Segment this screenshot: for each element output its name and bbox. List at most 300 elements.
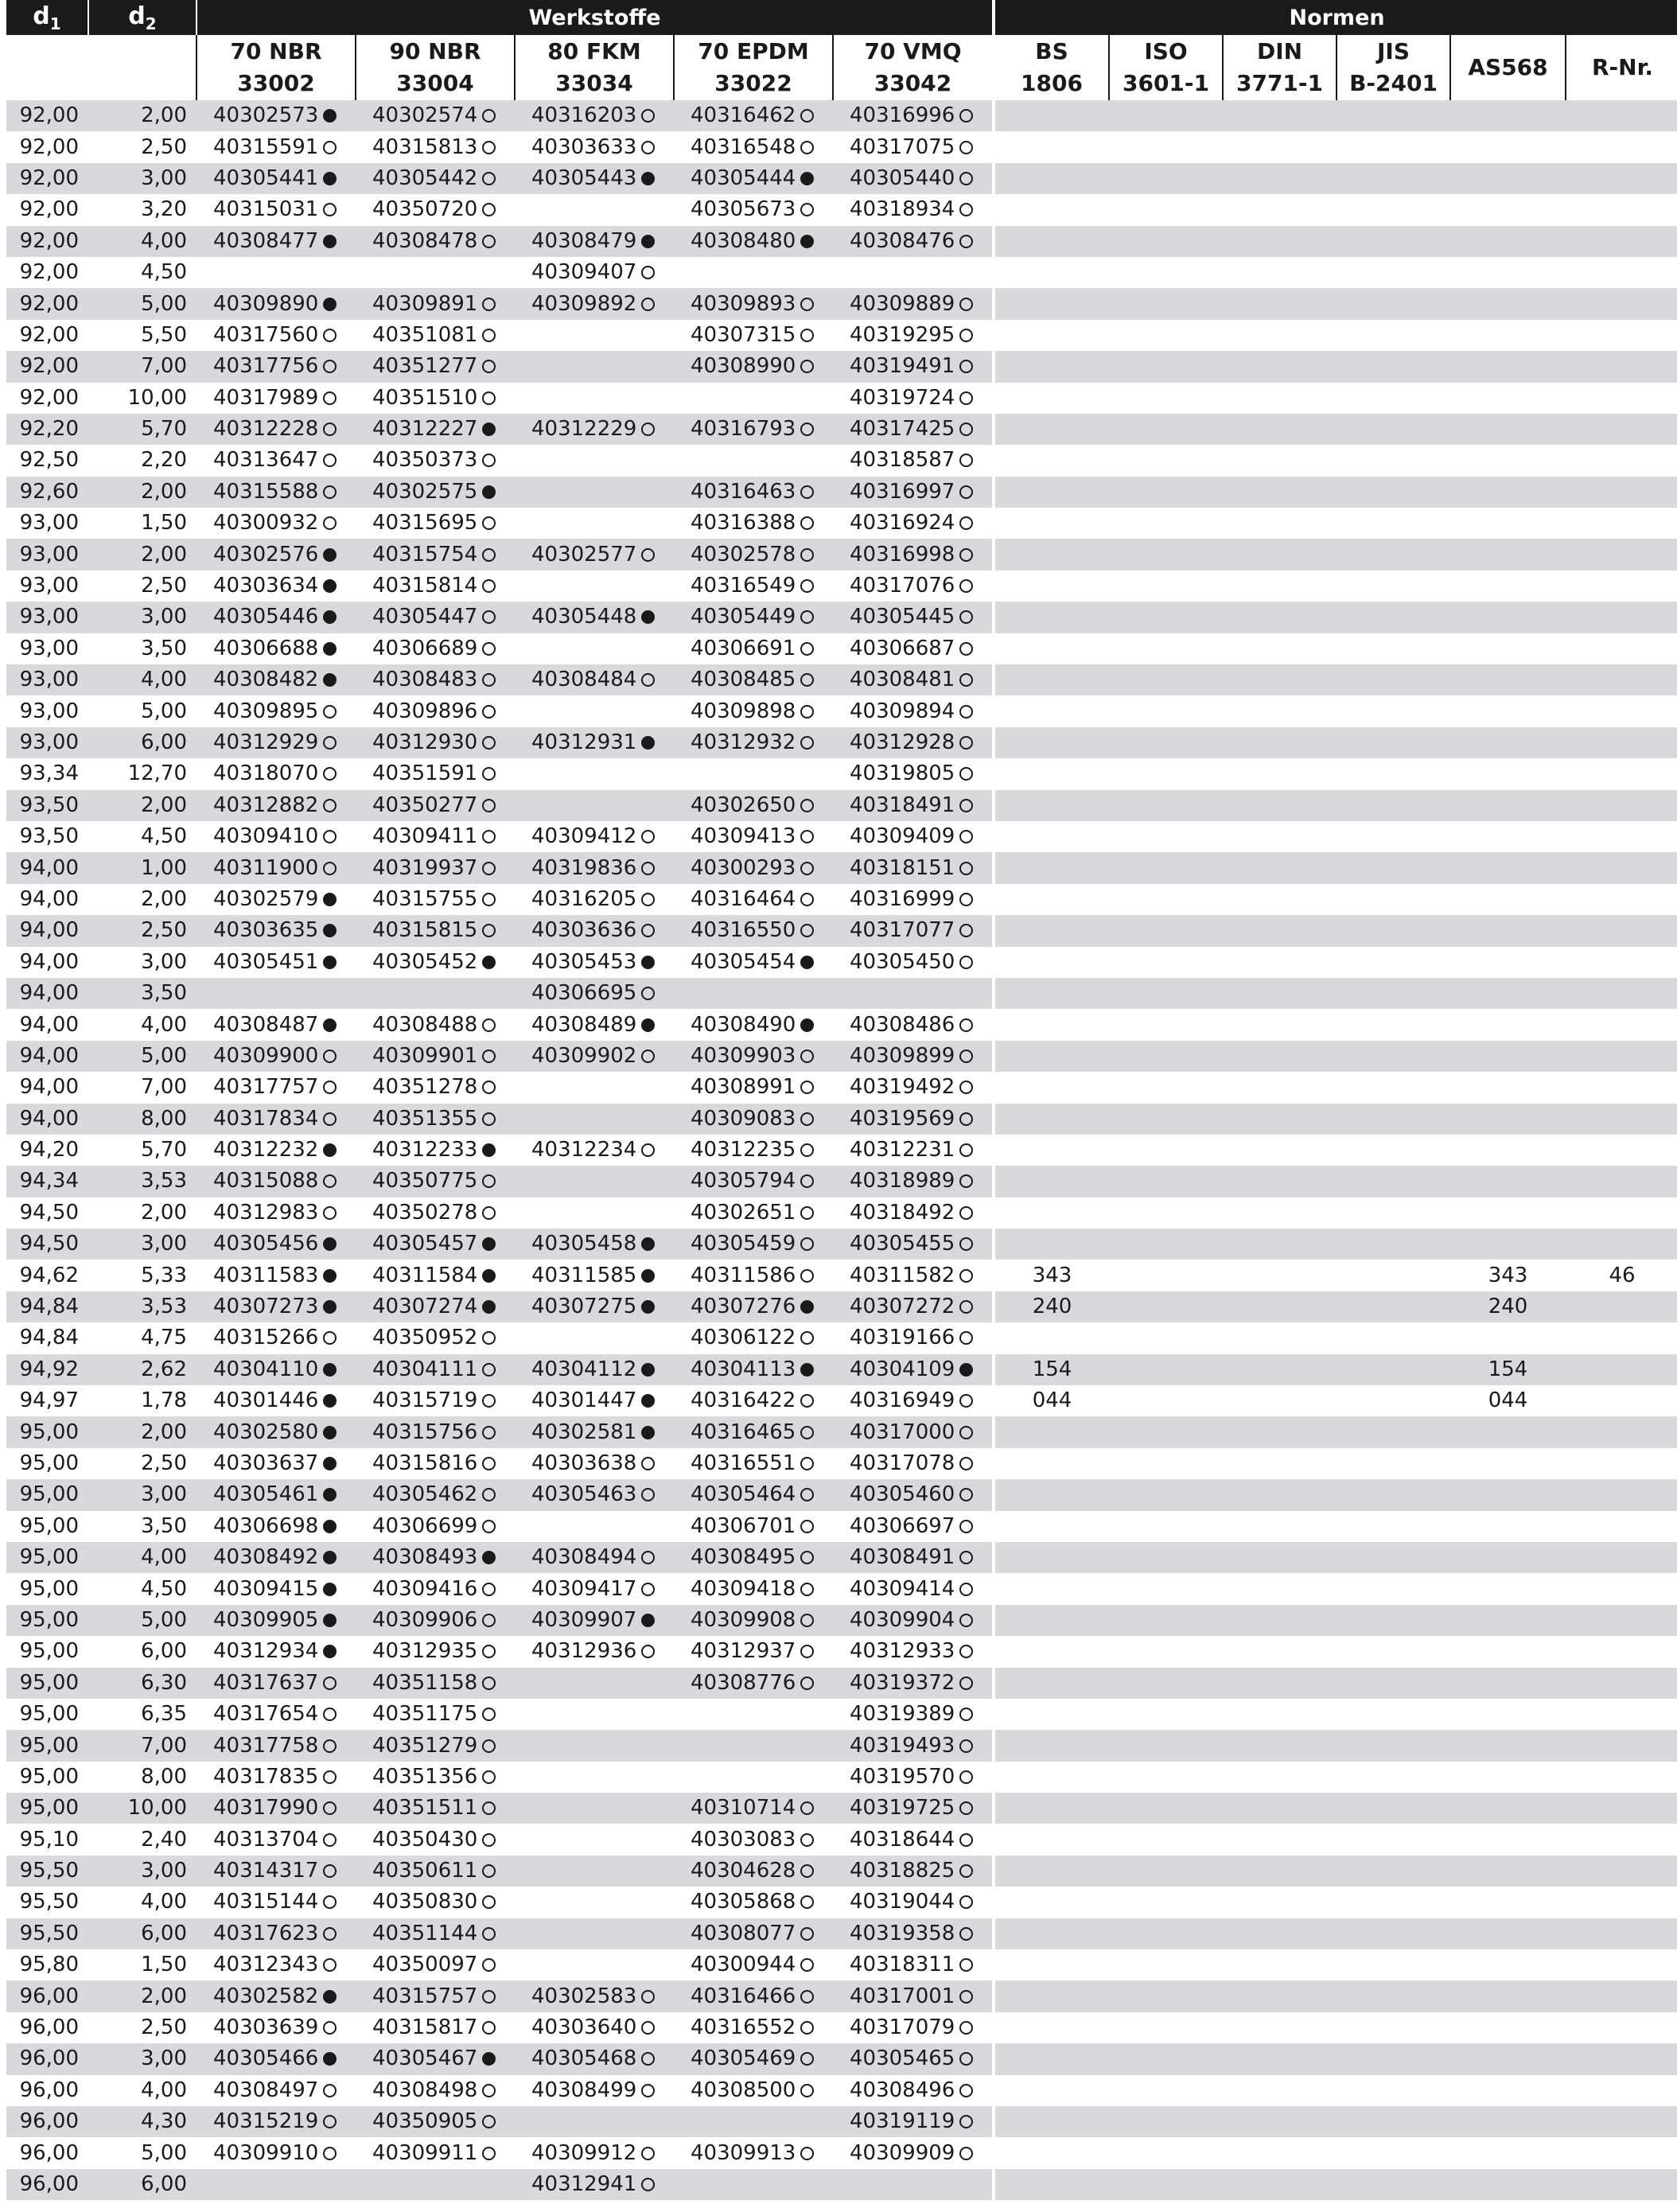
cell-article bbox=[515, 1260, 674, 1291]
cell-standard bbox=[1109, 2075, 1223, 2106]
filled-circle-icon bbox=[323, 548, 337, 562]
open-circle-icon bbox=[323, 1206, 337, 1220]
cell-standard bbox=[995, 383, 1109, 414]
open-circle-icon bbox=[959, 391, 973, 405]
cell-standard bbox=[1337, 445, 1450, 476]
article-number: 40308483 bbox=[372, 668, 478, 692]
cell-article bbox=[674, 884, 833, 915]
cell-article bbox=[674, 1542, 833, 1573]
cell-standard bbox=[1450, 1918, 1566, 1949]
cell-d1: 95,00 bbox=[6, 1762, 88, 1793]
table-row bbox=[6, 1824, 1677, 1855]
cell-standard bbox=[1450, 1072, 1566, 1103]
open-circle-icon bbox=[800, 1050, 814, 1063]
cell-article bbox=[833, 1416, 992, 1447]
article-number: 40306698 bbox=[213, 1513, 319, 1538]
open-circle-icon bbox=[641, 1645, 655, 1658]
open-circle-icon bbox=[959, 1018, 973, 1032]
cell-article bbox=[356, 539, 515, 570]
open-circle-icon bbox=[959, 1520, 973, 1533]
cell-standard bbox=[1566, 695, 1677, 726]
cell-article bbox=[833, 1448, 992, 1479]
filled-circle-icon bbox=[323, 1645, 337, 1658]
filled-circle-icon bbox=[482, 2052, 496, 2066]
cell-standard bbox=[995, 1887, 1109, 1918]
open-circle-icon bbox=[323, 2115, 337, 2128]
open-circle-icon bbox=[959, 1645, 973, 1658]
cell-standard bbox=[1109, 1291, 1223, 1322]
open-circle-icon bbox=[800, 1990, 814, 2004]
article-number: 40302651 bbox=[691, 1200, 796, 1225]
table-row bbox=[6, 1135, 1677, 1166]
cell-article bbox=[515, 1542, 674, 1573]
table-row bbox=[6, 131, 1677, 162]
cell-standard bbox=[1450, 1949, 1566, 1980]
cell-article bbox=[196, 2012, 356, 2043]
cell-standard bbox=[1566, 445, 1677, 476]
cell-d2: 3,50 bbox=[88, 633, 196, 664]
cell-standard bbox=[1337, 1730, 1450, 1761]
open-circle-icon bbox=[959, 1801, 973, 1815]
article-number: 40316552 bbox=[691, 2015, 796, 2040]
article-number: 40308482 bbox=[213, 668, 319, 692]
cell-standard bbox=[1450, 664, 1566, 695]
open-circle-icon bbox=[959, 1331, 973, 1345]
cell-standard bbox=[1566, 1354, 1677, 1385]
cell-standard bbox=[1337, 1072, 1450, 1103]
cell-standard bbox=[1109, 633, 1223, 664]
cell-article bbox=[515, 100, 674, 131]
article-number: 40317425 bbox=[850, 417, 955, 442]
table-row bbox=[6, 727, 1677, 758]
article-number: 40308479 bbox=[531, 228, 637, 253]
cell-d1: 92,00 bbox=[6, 257, 88, 288]
cell-standard bbox=[1450, 1135, 1566, 1166]
cell-d2: 4,00 bbox=[88, 226, 196, 257]
article-number: 40309900 bbox=[213, 1043, 319, 1068]
cell-d1: 96,00 bbox=[6, 2106, 88, 2137]
article-number: 40350097 bbox=[372, 1953, 478, 1977]
cell-standard bbox=[1337, 821, 1450, 852]
article-number: 40308486 bbox=[850, 1012, 955, 1037]
cell-article bbox=[674, 1793, 833, 1824]
open-circle-icon bbox=[482, 2084, 496, 2097]
filled-circle-icon bbox=[323, 1583, 337, 1596]
cell-standard bbox=[1450, 508, 1566, 539]
cell-standard bbox=[995, 1668, 1109, 1699]
article-number: 40351355 bbox=[372, 1106, 478, 1131]
cell-d1: 95,10 bbox=[6, 1824, 88, 1855]
open-circle-icon bbox=[482, 298, 496, 311]
table-row bbox=[6, 695, 1677, 726]
filled-circle-icon bbox=[641, 1363, 655, 1377]
cell-d1: 94,84 bbox=[6, 1291, 88, 1322]
cell-standard bbox=[1223, 727, 1337, 758]
cell-article bbox=[515, 1322, 674, 1353]
cell-standard bbox=[1109, 821, 1223, 852]
cell-standard bbox=[1450, 758, 1566, 789]
cell-standard bbox=[1223, 2075, 1337, 2106]
cell-article bbox=[833, 1542, 992, 1573]
article-number: 40316998 bbox=[850, 542, 955, 567]
cell-article bbox=[515, 1949, 674, 1980]
cell-standard bbox=[1337, 1605, 1450, 1636]
cell-article bbox=[356, 194, 515, 225]
cell-article bbox=[674, 477, 833, 508]
cell-standard bbox=[1223, 320, 1337, 351]
cell-article bbox=[833, 1699, 992, 1730]
cell-article bbox=[515, 602, 674, 633]
cell-article bbox=[674, 383, 833, 414]
cell-d1: 93,00 bbox=[6, 664, 88, 695]
cell-article bbox=[515, 1104, 674, 1135]
cell-article bbox=[833, 695, 992, 726]
open-circle-icon bbox=[800, 1394, 814, 1408]
cell-standard bbox=[1109, 1605, 1223, 1636]
article-number: 40315816 bbox=[372, 1451, 478, 1475]
open-circle-icon bbox=[959, 203, 973, 216]
article-number: 40350775 bbox=[372, 1169, 478, 1194]
cell-article bbox=[196, 633, 356, 664]
open-circle-icon bbox=[482, 1864, 496, 1878]
cell-article bbox=[674, 1198, 833, 1229]
cell-standard bbox=[1223, 2043, 1337, 2074]
cell-d1: 95,50 bbox=[6, 1856, 88, 1887]
open-circle-icon bbox=[482, 1331, 496, 1345]
cell-article bbox=[356, 1762, 515, 1793]
cell-d1: 93,50 bbox=[6, 790, 88, 821]
open-circle-icon bbox=[800, 799, 814, 812]
cell-standard bbox=[1566, 1542, 1677, 1573]
cell-article bbox=[515, 1291, 674, 1322]
cell-standard bbox=[1109, 320, 1223, 351]
article-number: 40312937 bbox=[691, 1639, 796, 1664]
article-number: 40306695 bbox=[531, 981, 637, 1006]
cell-article bbox=[833, 947, 992, 978]
cell-d2: 8,00 bbox=[88, 1104, 196, 1135]
cell-standard bbox=[995, 727, 1109, 758]
cell-article bbox=[196, 1887, 356, 1918]
open-circle-icon bbox=[800, 705, 814, 719]
open-circle-icon bbox=[482, 1958, 496, 1972]
article-number: 40303083 bbox=[691, 1827, 796, 1852]
cell-d1: 95,00 bbox=[6, 1636, 88, 1667]
article-number: 40309083 bbox=[691, 1106, 796, 1131]
open-circle-icon bbox=[800, 924, 814, 937]
cell-standard bbox=[1223, 100, 1337, 131]
cell-article bbox=[356, 226, 515, 257]
filled-circle-icon bbox=[800, 1363, 814, 1377]
cell-article bbox=[356, 131, 515, 162]
open-circle-icon bbox=[959, 1614, 973, 1627]
cell-standard bbox=[1223, 1479, 1337, 1510]
cell-article bbox=[833, 383, 992, 414]
cell-article bbox=[833, 2043, 992, 2074]
article-number: 40304111 bbox=[372, 1357, 478, 1381]
cell-article bbox=[674, 1636, 833, 1667]
article-number: 40319044 bbox=[850, 1890, 955, 1914]
cell-standard bbox=[1337, 1793, 1450, 1824]
open-circle-icon bbox=[959, 2052, 973, 2066]
cell-article bbox=[515, 727, 674, 758]
cell-d2: 2,50 bbox=[88, 571, 196, 602]
open-circle-icon bbox=[323, 1331, 337, 1345]
cell-article bbox=[196, 194, 356, 225]
article-number: 40351278 bbox=[372, 1075, 478, 1100]
cell-standard bbox=[1337, 1980, 1450, 2011]
cell-d1: 92,00 bbox=[6, 383, 88, 414]
filled-circle-icon bbox=[323, 172, 337, 185]
table-row bbox=[6, 1260, 1677, 1291]
open-circle-icon bbox=[959, 736, 973, 750]
cell-article bbox=[356, 1542, 515, 1573]
cell-article bbox=[356, 2012, 515, 2043]
table-row bbox=[6, 915, 1677, 946]
cell-standard bbox=[995, 1605, 1109, 1636]
open-circle-icon bbox=[482, 705, 496, 719]
open-circle-icon bbox=[323, 1708, 337, 1721]
cell-standard bbox=[1109, 602, 1223, 633]
article-number: 40312929 bbox=[213, 730, 319, 754]
cell-article bbox=[674, 1762, 833, 1793]
cell-d1: 93,00 bbox=[6, 727, 88, 758]
cell-d1: 96,00 bbox=[6, 1980, 88, 2011]
cell-article bbox=[356, 1479, 515, 1510]
cell-standard bbox=[1223, 1166, 1337, 1197]
cell-article bbox=[833, 1824, 992, 1855]
filled-circle-icon bbox=[323, 1551, 337, 1564]
filled-circle-icon bbox=[323, 298, 337, 311]
cell-d1: 93,00 bbox=[6, 695, 88, 726]
table-row bbox=[6, 2012, 1677, 2043]
header-normen: Normen bbox=[995, 0, 1677, 35]
cell-article bbox=[196, 414, 356, 445]
cell-article bbox=[674, 1573, 833, 1604]
cell-standard bbox=[995, 1856, 1109, 1887]
cell-article bbox=[356, 1918, 515, 1949]
article-number: 40311582 bbox=[850, 1263, 955, 1287]
article-number: 40319358 bbox=[850, 1921, 955, 1945]
article-number: 40308476 bbox=[850, 228, 955, 253]
article-number: 40350373 bbox=[372, 448, 478, 473]
open-circle-icon bbox=[482, 1174, 496, 1188]
cell-standard bbox=[1223, 1762, 1337, 1793]
cell-d2: 4,50 bbox=[88, 1573, 196, 1604]
cell-article bbox=[674, 1605, 833, 1636]
cell-d1: 94,97 bbox=[6, 1385, 88, 1416]
cell-article bbox=[515, 821, 674, 852]
article-number: 40303637 bbox=[213, 1451, 319, 1475]
open-circle-icon bbox=[959, 1206, 973, 1220]
open-circle-icon bbox=[800, 360, 814, 373]
cell-standard bbox=[1109, 695, 1223, 726]
cell-article bbox=[515, 1605, 674, 1636]
cell-article bbox=[833, 131, 992, 162]
cell-standard bbox=[1337, 1542, 1450, 1573]
article-number: 40310714 bbox=[691, 1796, 796, 1821]
cell-article bbox=[515, 320, 674, 351]
open-circle-icon bbox=[800, 141, 814, 154]
cell-article bbox=[674, 2169, 833, 2200]
cell-article bbox=[833, 1135, 992, 1166]
cell-standard bbox=[1223, 1699, 1337, 1730]
cell-standard bbox=[1450, 821, 1566, 852]
open-circle-icon bbox=[641, 862, 655, 875]
cell-article bbox=[674, 1479, 833, 1510]
cell-standard bbox=[1566, 1636, 1677, 1667]
cell-standard bbox=[1450, 1699, 1566, 1730]
cell-d1: 92,00 bbox=[6, 163, 88, 194]
cell-standard bbox=[995, 226, 1109, 257]
cell-standard bbox=[1223, 602, 1337, 633]
article-number: 40312232 bbox=[213, 1138, 319, 1162]
open-circle-icon bbox=[641, 2021, 655, 2035]
cell-article bbox=[833, 1260, 992, 1291]
cell-article bbox=[674, 194, 833, 225]
open-circle-icon bbox=[482, 673, 496, 687]
cell-article bbox=[833, 2137, 992, 2168]
table-row bbox=[6, 664, 1677, 695]
article-number: 40308496 bbox=[850, 2078, 955, 2102]
article-number: 40312235 bbox=[691, 1138, 796, 1162]
cell-article bbox=[674, 1009, 833, 1040]
cell-standard: 044 bbox=[1450, 1385, 1566, 1416]
article-number: 40312983 bbox=[213, 1200, 319, 1225]
open-circle-icon bbox=[800, 1331, 814, 1345]
open-circle-icon bbox=[641, 2052, 655, 2066]
article-number: 40315144 bbox=[213, 1890, 319, 1914]
filled-circle-icon bbox=[323, 1990, 337, 2004]
cell-article bbox=[833, 1887, 992, 1918]
cell-standard bbox=[1566, 1166, 1677, 1197]
cell-d1: 92,60 bbox=[6, 477, 88, 508]
cell-standard bbox=[1450, 1762, 1566, 1793]
cell-article bbox=[356, 1824, 515, 1855]
cell-article bbox=[674, 320, 833, 351]
cell-standard bbox=[1566, 131, 1677, 162]
article-number: 40350277 bbox=[372, 793, 478, 817]
cell-article bbox=[196, 1135, 356, 1166]
cell-standard bbox=[1566, 414, 1677, 445]
cell-article bbox=[356, 1072, 515, 1103]
cell-d2: 6,00 bbox=[88, 1636, 196, 1667]
cell-standard bbox=[1223, 1793, 1337, 1824]
cell-standard bbox=[1109, 758, 1223, 789]
cell-d2: 4,00 bbox=[88, 2075, 196, 2106]
filled-circle-icon bbox=[323, 1614, 337, 1627]
filled-circle-icon bbox=[323, 1237, 337, 1251]
open-circle-icon bbox=[482, 1363, 496, 1377]
table-row bbox=[6, 1605, 1677, 1636]
open-circle-icon bbox=[323, 329, 337, 342]
filled-circle-icon bbox=[641, 1269, 655, 1283]
cell-article bbox=[356, 414, 515, 445]
article-number: 40316996 bbox=[850, 103, 955, 128]
open-circle-icon bbox=[641, 1457, 655, 1470]
cell-standard bbox=[1109, 915, 1223, 946]
cell-article bbox=[356, 1229, 515, 1260]
cell-standard bbox=[1337, 100, 1450, 131]
open-circle-icon bbox=[482, 1426, 496, 1439]
cell-article bbox=[515, 852, 674, 883]
cell-standard bbox=[1337, 602, 1450, 633]
cell-article bbox=[356, 2043, 515, 2074]
cell-standard bbox=[1566, 1416, 1677, 1447]
cell-article bbox=[515, 2169, 674, 2200]
cell-article bbox=[196, 226, 356, 257]
cell-article bbox=[515, 1762, 674, 1793]
cell-standard bbox=[1109, 2169, 1223, 2200]
cell-standard bbox=[1450, 2169, 1566, 2200]
cell-standard bbox=[1450, 1198, 1566, 1229]
cell-article bbox=[356, 915, 515, 946]
article-number: 40319119 bbox=[850, 2109, 955, 2134]
cell-standard bbox=[1337, 1511, 1450, 1542]
cell-article bbox=[674, 758, 833, 789]
cell-article bbox=[356, 1730, 515, 1761]
filled-circle-icon bbox=[800, 1018, 814, 1032]
cell-standard bbox=[995, 539, 1109, 570]
cell-standard bbox=[1223, 1198, 1337, 1229]
open-circle-icon bbox=[800, 2052, 814, 2066]
cell-article bbox=[515, 790, 674, 821]
article-number: 40350611 bbox=[372, 1859, 478, 1883]
article-number: 40317001 bbox=[850, 1984, 955, 2008]
table-row bbox=[6, 1041, 1677, 1072]
cell-article bbox=[356, 1668, 515, 1699]
open-circle-icon bbox=[482, 1708, 496, 1721]
cell-d2: 3,50 bbox=[88, 1511, 196, 1542]
article-number: 40305450 bbox=[850, 949, 955, 974]
cell-article bbox=[674, 1229, 833, 1260]
article-number: 40302574 bbox=[372, 103, 478, 128]
article-number: 40306699 bbox=[372, 1513, 478, 1538]
open-circle-icon bbox=[800, 642, 814, 656]
cell-standard bbox=[1566, 1104, 1677, 1135]
cell-standard bbox=[1337, 1166, 1450, 1197]
article-number: 40309903 bbox=[691, 1043, 796, 1068]
cell-standard bbox=[1109, 414, 1223, 445]
filled-circle-icon bbox=[323, 1363, 337, 1377]
cell-article bbox=[196, 695, 356, 726]
article-number: 40309908 bbox=[691, 1607, 796, 1632]
cell-standard bbox=[1109, 477, 1223, 508]
open-circle-icon bbox=[959, 423, 973, 436]
cell-standard bbox=[1337, 320, 1450, 351]
cell-article bbox=[515, 1448, 674, 1479]
cell-standard bbox=[1566, 1980, 1677, 2011]
cell-d1: 95,00 bbox=[6, 1605, 88, 1636]
cell-standard bbox=[1223, 1135, 1337, 1166]
article-number: 40312934 bbox=[213, 1639, 319, 1664]
cell-article bbox=[674, 1416, 833, 1447]
cell-standard bbox=[1109, 1104, 1223, 1135]
cell-standard bbox=[1337, 1636, 1450, 1667]
cell-standard bbox=[995, 2106, 1109, 2137]
cell-article bbox=[674, 2106, 833, 2137]
cell-standard bbox=[995, 695, 1109, 726]
cell-standard bbox=[995, 571, 1109, 602]
cell-standard bbox=[1566, 226, 1677, 257]
cell-standard bbox=[995, 1104, 1109, 1135]
article-number: 40350720 bbox=[372, 197, 478, 222]
cell-standard bbox=[1337, 508, 1450, 539]
open-circle-icon bbox=[959, 642, 973, 656]
cell-standard bbox=[995, 1166, 1109, 1197]
article-number: 40316465 bbox=[691, 1419, 796, 1444]
cell-article bbox=[674, 790, 833, 821]
article-number: 40316550 bbox=[691, 918, 796, 943]
